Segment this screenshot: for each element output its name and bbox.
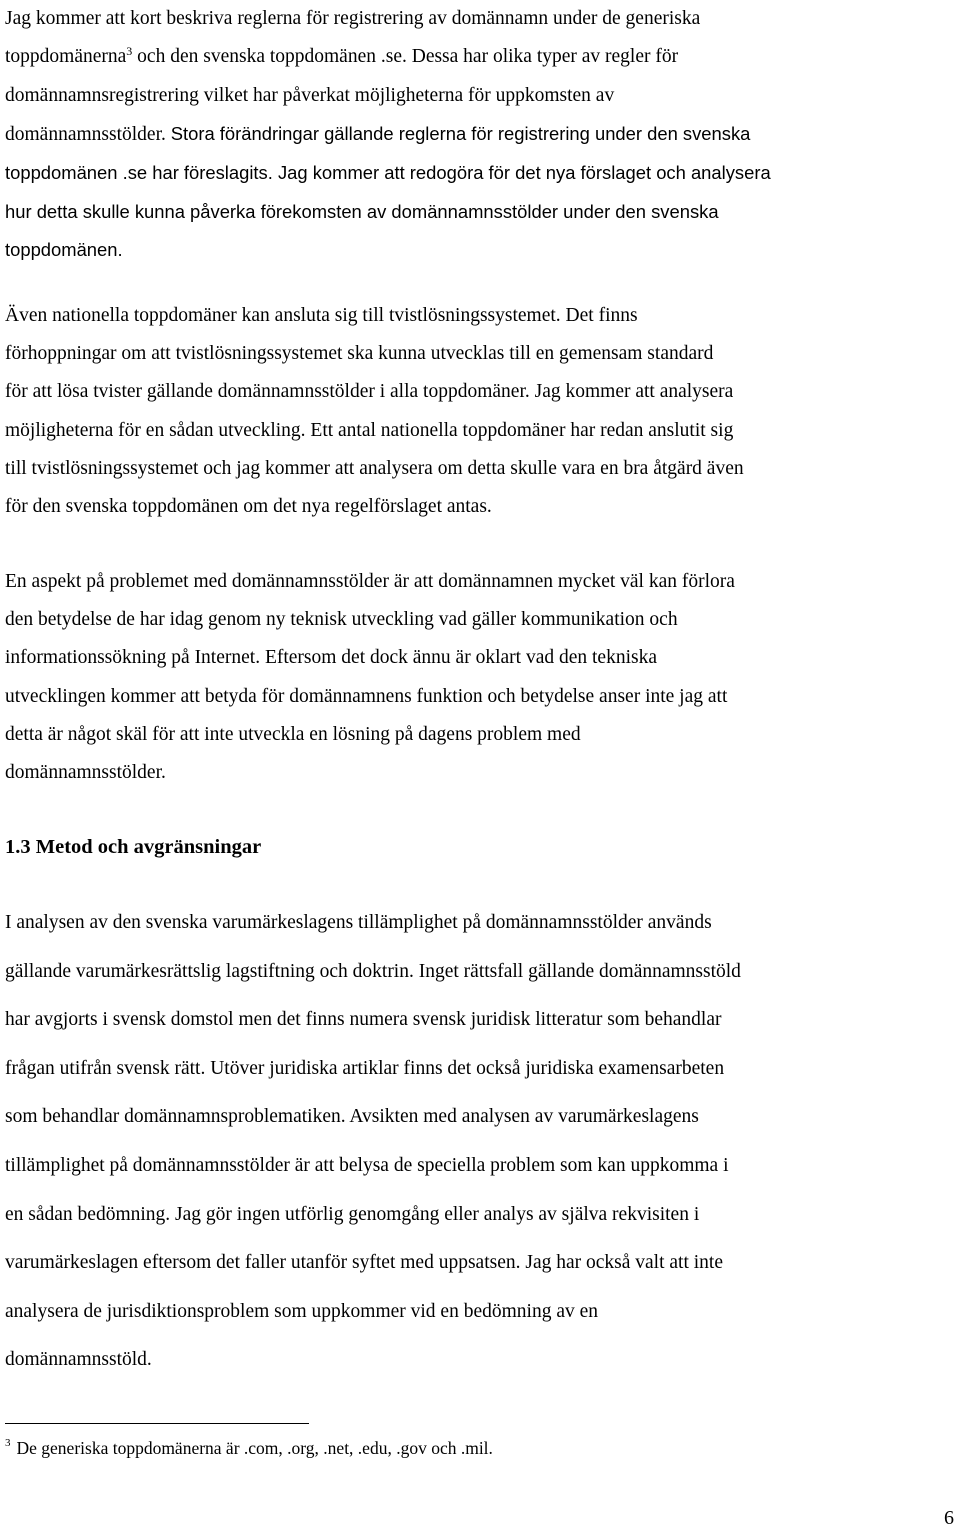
footnote-text: De generiska toppdomänerna är .com, .org, .net, .edu, .gov och .mil. [16, 1438, 493, 1458]
text-line: har avgjorts i svensk domstol men det finns numera svensk juridisk litteratur som behandlar [5, 1009, 722, 1031]
footnote [5, 1433, 493, 1466]
footnote-divider [5, 1423, 309, 1424]
text-line: informationssökning på Internet. Eftersom det dock ännu är oklart vad den tekniska [5, 647, 657, 669]
text-line: analysera de jurisdiktionsproblem som uppkommer vid en bedömning av en [5, 1300, 599, 1322]
footnote-reference: 3 [126, 44, 133, 58]
text-line: hur detta skulle kunna påverka förekomsten av domännamnsstölder under den svenska [5, 201, 719, 222]
technical-development-paragraph [5, 563, 955, 792]
text-line: En aspekt på problemet med domännamnsstölder är att domännamnen mycket väl kan förlora [5, 571, 735, 592]
text-line: frågan utifrån svensk rätt. Utöver juridiska artiklar finns det också juridiska examensarbeten [5, 1057, 725, 1079]
method-paragraph [5, 899, 955, 1385]
text-line: domännamnsstölder. [5, 762, 166, 784]
text-line: I analysen av den svenska varumärkeslagens tillämplighet på domännamnsstölder används [5, 912, 712, 933]
text-line: den betydelse de har idag genom ny teknisk utveckling vad gäller kommunikation och [5, 609, 678, 631]
national-domains-paragraph [5, 297, 955, 526]
text-line: toppdomänen .se har föreslagits. Jag kommer att redogöra för det nya förslaget och analysera [5, 162, 771, 183]
text-line: för den svenska toppdomänen om det nya regelförslaget antas. [5, 496, 492, 518]
page-number: 6 [944, 1507, 954, 1529]
text-line: till tvistlösningssystemet och jag kommer att analysera om detta skulle vara en bra åtgärd även [5, 457, 744, 479]
text-line: Även nationella toppdomäner kan ansluta sig till tvistlösningssystemet. Det finns [5, 305, 638, 326]
text-line: domännamnsregistrering vilket har påverkat möjligheterna för uppkomsten av [5, 85, 615, 106]
text-line: förhoppningar om att tvistlösningssystemet ska kunna utvecklas till en gemensam standard [5, 343, 714, 365]
text-line: domännamnsstöld. [5, 1349, 152, 1371]
section-heading: 1.3 Metod och avgränsningar [5, 836, 262, 858]
text-line: en sådan bedömning. Jag gör ingen utförlig genomgång eller analys av själva rekvisiten i [5, 1203, 700, 1225]
text-line: detta är något skäl för att inte utveckla en lösning på dagens problem med [5, 723, 581, 745]
text-line: toppdomänen. [5, 239, 123, 260]
text-line: Jag kommer att kort beskriva reglerna för registrering av domännamn under de generiska [5, 8, 701, 29]
text-line: möjligheterna för en sådan utveckling. Ett antal nationella toppdomäner har redan anslutit sig [5, 419, 734, 441]
text-line: utvecklingen kommer att betyda för domännamnens funktion och betydelse anser inte jag att [5, 685, 728, 707]
text-line: för att lösa tvister gällande domännamnsstölder i alla toppdomäner. Jag kommer att analysera [5, 381, 734, 403]
text-line: toppdomänerna$^3$ och den svenska toppdomänen .se. Dessa har olika typer av regler för [5, 44, 679, 67]
text-line: som behandlar domännamnsproblematiken. Avsikten med analysen av varumärkeslagens [5, 1106, 699, 1128]
intro-paragraph [5, 0, 955, 269]
text-line: tillämplighet på domännamnsstölder är att belysa de speciella problem som kan uppkomma i [5, 1154, 729, 1176]
text-line: domännamnsstölder. Stora förändringar gällande reglerna för registrering under den svenska [5, 123, 751, 145]
footnote-marker: 3 [5, 1437, 11, 1449]
text-line: gällande varumärkesrättslig lagstiftning och doktrin. Inget rättsfall gällande domännamnsstöld [5, 960, 741, 982]
text-line: varumärkeslagen eftersom det faller utanför syftet med uppsatsen. Jag har också valt att inte [5, 1252, 723, 1274]
